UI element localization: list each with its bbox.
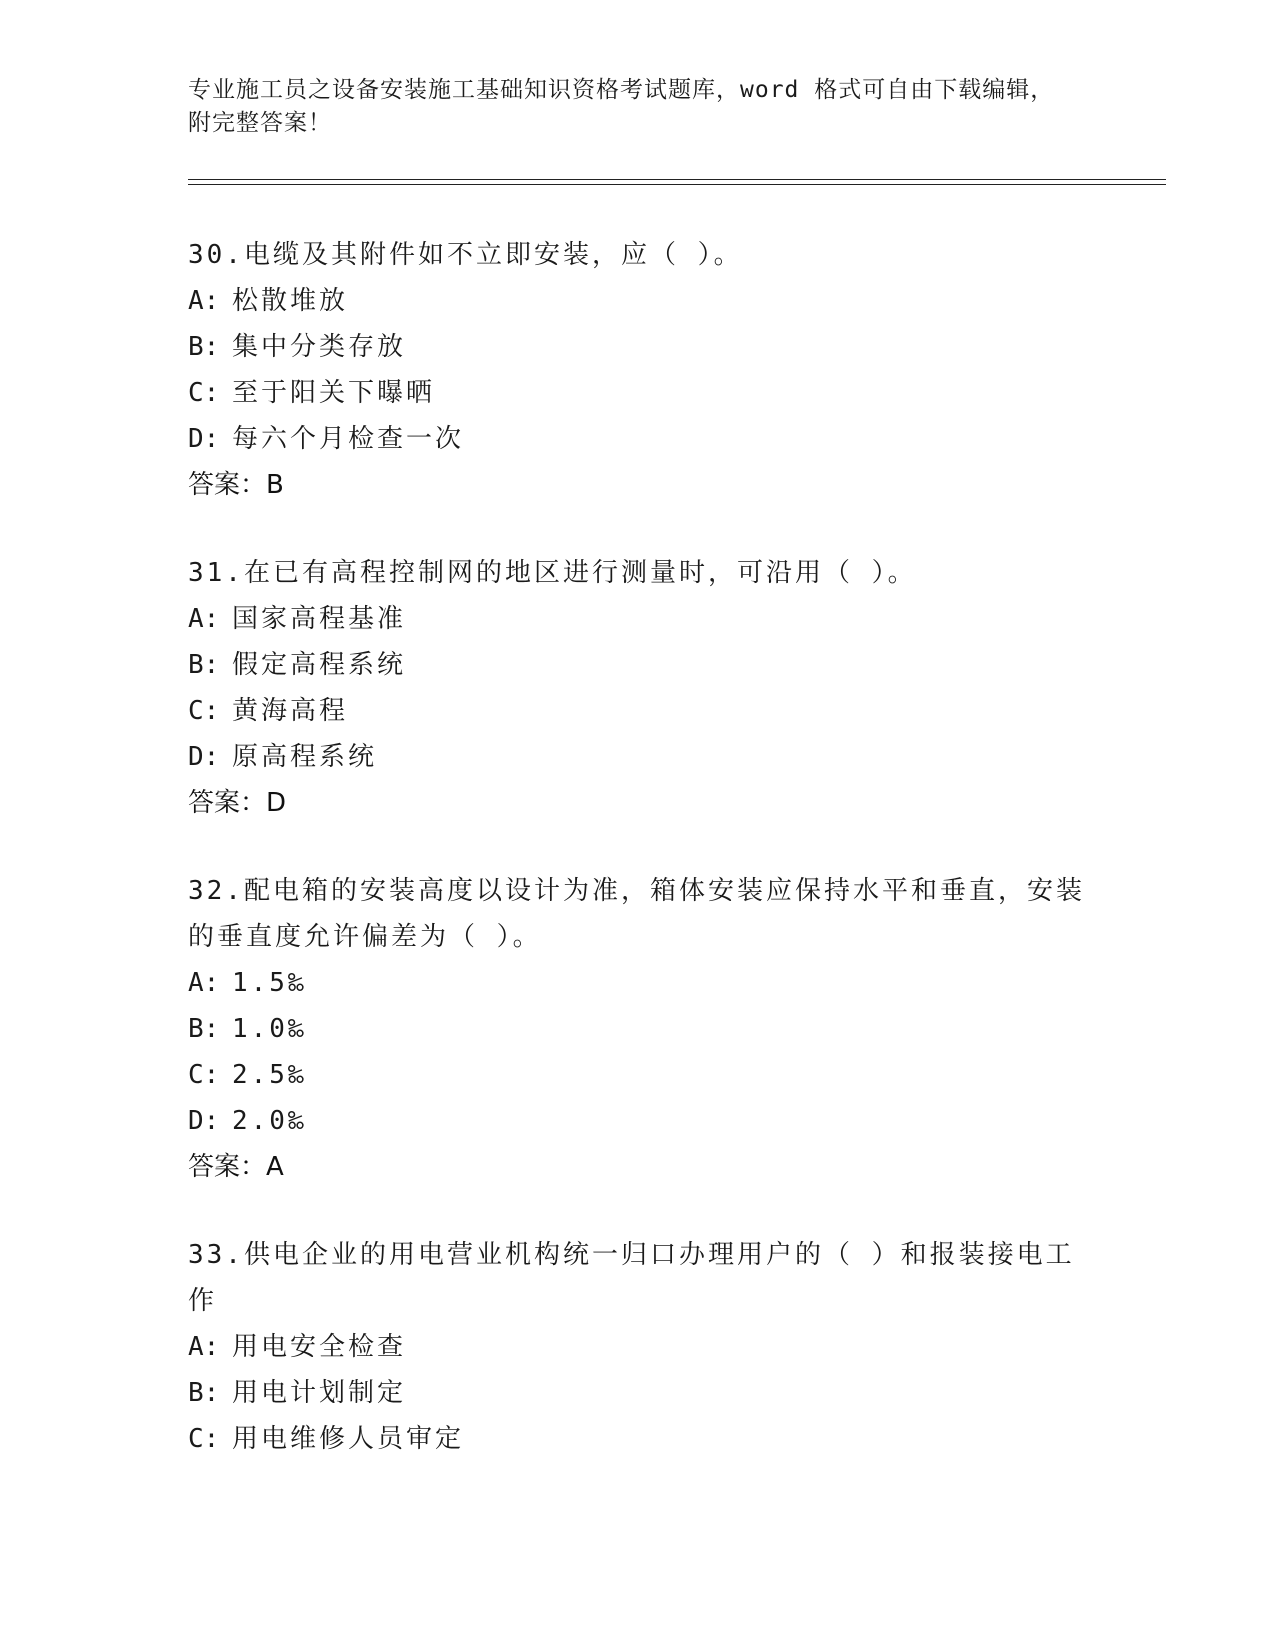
header-line-2: 附完整答案！ — [188, 110, 332, 136]
option-b — [188, 324, 1088, 370]
option-c — [188, 370, 1088, 416]
header-divider-bottom — [188, 184, 1166, 185]
option-a — [188, 960, 1088, 1006]
option-text: 2.0‰ — [232, 1106, 307, 1136]
option-d — [188, 1098, 1088, 1144]
option-text: 每六个月检查一次 — [232, 424, 465, 454]
option-b — [188, 642, 1088, 688]
option-text: 至于阳关下曝晒 — [232, 378, 436, 408]
option-letter: A: — [188, 968, 220, 998]
option-text: 用电安全检查 — [232, 1332, 407, 1362]
option-letter: B: — [188, 332, 220, 362]
question-32 — [188, 868, 1088, 1190]
question-31 — [188, 550, 1088, 826]
answer-label: 答案：B — [188, 470, 284, 500]
document-header — [188, 74, 1068, 140]
question-stem-line-2: 作 — [188, 1286, 218, 1316]
question-stem: 30.电缆及其附件如不立即安装，应（ ）。 — [188, 240, 743, 270]
question-stem-line-1: 33.供电企业的用电营业机构统一归口办理用户的（ ）和报装接电工 — [188, 1240, 1075, 1270]
header-divider-top — [188, 179, 1166, 180]
option-text: 黄海高程 — [232, 696, 349, 726]
option-text: 假定高程系统 — [232, 650, 407, 680]
option-letter: C: — [188, 1424, 220, 1454]
option-a — [188, 596, 1088, 642]
question-33 — [188, 1232, 1088, 1462]
option-letter: C: — [188, 696, 220, 726]
answer-label: 答案：D — [188, 788, 287, 818]
option-letter: B: — [188, 1378, 220, 1408]
answer-label: 答案：A — [188, 1152, 284, 1182]
option-b — [188, 1370, 1088, 1416]
option-letter: A: — [188, 286, 220, 316]
option-c — [188, 1416, 1088, 1462]
option-text: 集中分类存放 — [232, 332, 407, 362]
question-stem-line-2: 的垂直度允许偏差为（ ）。 — [188, 922, 542, 952]
header-line-1: 专业施工员之设备安装施工基础知识资格考试题库，word 格式可自由下载编辑， — [188, 77, 1055, 103]
option-d — [188, 416, 1088, 462]
option-text: 用电维修人员审定 — [232, 1424, 465, 1454]
option-letter: C: — [188, 1060, 220, 1090]
option-a — [188, 278, 1088, 324]
option-text: 国家高程基准 — [232, 604, 407, 634]
option-text: 2.5‰ — [232, 1060, 307, 1090]
option-d — [188, 734, 1088, 780]
option-a — [188, 1324, 1088, 1370]
option-text: 原高程系统 — [232, 742, 378, 772]
option-letter: D: — [188, 742, 220, 772]
option-letter: B: — [188, 650, 220, 680]
option-letter: A: — [188, 1332, 220, 1362]
question-stem-line-1: 32.配电箱的安装高度以设计为准，箱体安装应保持水平和垂直，安装 — [188, 876, 1085, 906]
option-letter: B: — [188, 1014, 220, 1044]
option-text: 1.0‰ — [232, 1014, 307, 1044]
option-letter: A: — [188, 604, 220, 634]
option-letter: D: — [188, 1106, 220, 1136]
option-b — [188, 1006, 1088, 1052]
option-c — [188, 1052, 1088, 1098]
option-text: 1.5‰ — [232, 968, 307, 998]
option-text: 用电计划制定 — [232, 1378, 407, 1408]
option-letter: C: — [188, 378, 220, 408]
question-30 — [188, 232, 1088, 508]
option-letter: D: — [188, 424, 220, 454]
option-text: 松散堆放 — [232, 286, 349, 316]
question-stem: 31.在已有高程控制网的地区进行测量时，可沿用（ ）。 — [188, 558, 917, 588]
option-c — [188, 688, 1088, 734]
